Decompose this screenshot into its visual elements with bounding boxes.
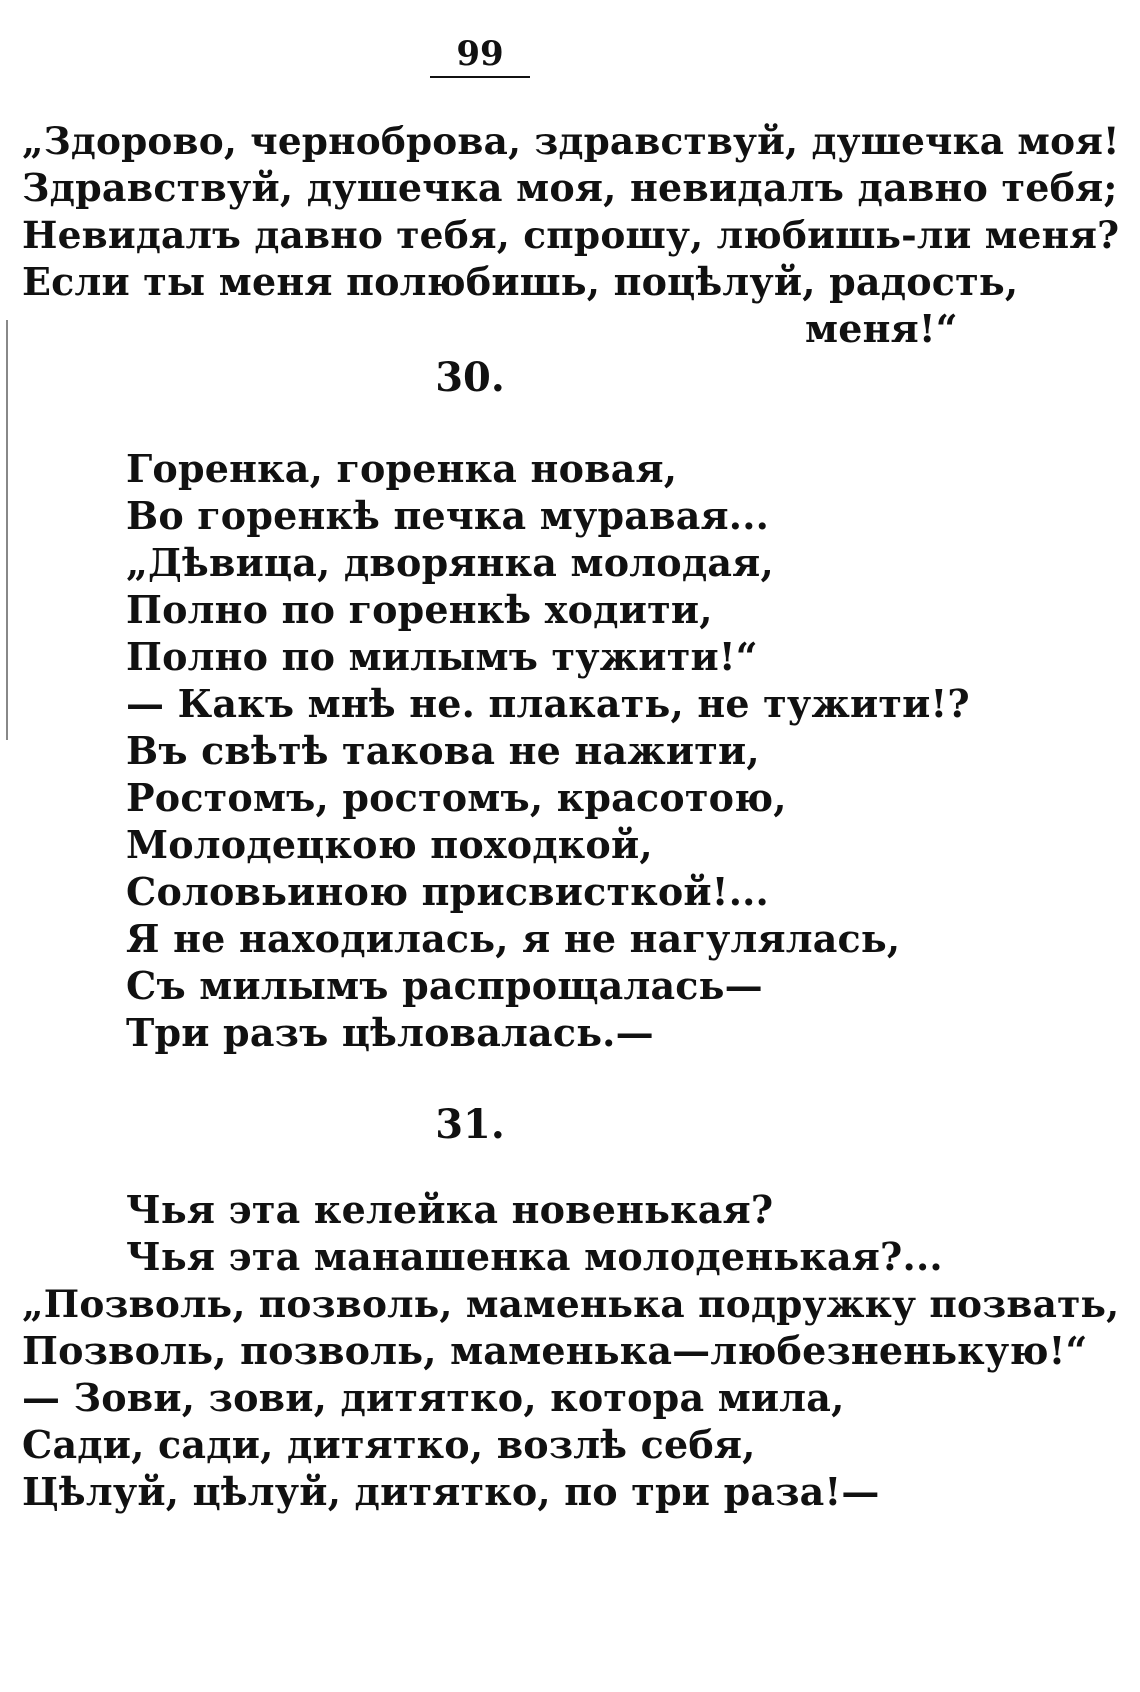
verse-line: Позволь, позволь, маменька—любезненькую!“: [22, 1328, 1088, 1373]
page-number: 99: [456, 34, 504, 74]
verse-line: Ростомъ, ростомъ, красотою,: [126, 775, 787, 820]
verse-line: Я не находилась, я не нагулялась,: [126, 916, 901, 961]
verse-line: Въ свѣтѣ такова не нажити,: [126, 728, 760, 773]
verse-line: Во горенкѣ печка муравая...: [126, 493, 770, 538]
verse-line: Здравствуй, душечка моя, невидалъ давно тебя;: [22, 165, 1118, 210]
verse-line: Молодецкою походкой,: [126, 822, 653, 867]
verse-line: Три разъ цѣловалась.—: [126, 1010, 654, 1055]
verse-line: Цѣлуй, цѣлуй, дитятко, по три раза!—: [22, 1469, 880, 1514]
verse-line: Полно по горенкѣ ходити,: [126, 587, 713, 632]
verse-line: — Какъ мнѣ не. плакать, не тужити!?: [126, 681, 970, 726]
verse-line: Невидалъ давно тебя, спрошу, любишь-ли меня?: [22, 213, 1120, 257]
verse-line: Полно по милымъ тужити!“: [126, 634, 758, 679]
verse-line: Чья эта келейка новенькая?: [126, 1187, 774, 1232]
verse-line: „Дѣвица, дворянка молодая,: [126, 540, 774, 585]
page-number-rule: [430, 76, 530, 78]
verse-line: — Зови, зови, дитятко, котора мила,: [22, 1375, 845, 1420]
verse-line: Сади, сади, дитятко, возлѣ себя,: [22, 1422, 756, 1467]
verse-line: Если ты меня полюбишь, поцѣлуй, радость,: [22, 259, 1019, 304]
verse-line: Съ милымъ распрощалась—: [126, 963, 763, 1008]
scan-edge-mark: [6, 320, 8, 740]
verse-line: „Позволь, позволь, маменька подружку позвать,: [22, 1282, 1120, 1326]
verse-line: Чья эта манашенка молоденькая?...: [126, 1234, 943, 1279]
song-number: 31.: [435, 1101, 505, 1148]
song-number: 30.: [435, 354, 505, 401]
verse-line: Горенка, горенка новая,: [126, 446, 678, 491]
verse-line: Соловьиною присвисткой!...: [126, 869, 769, 914]
verse-line: меня!“: [805, 306, 958, 351]
verse-line: „Здорово, черноброва, здравствуй, душечка моя!: [22, 119, 1120, 163]
